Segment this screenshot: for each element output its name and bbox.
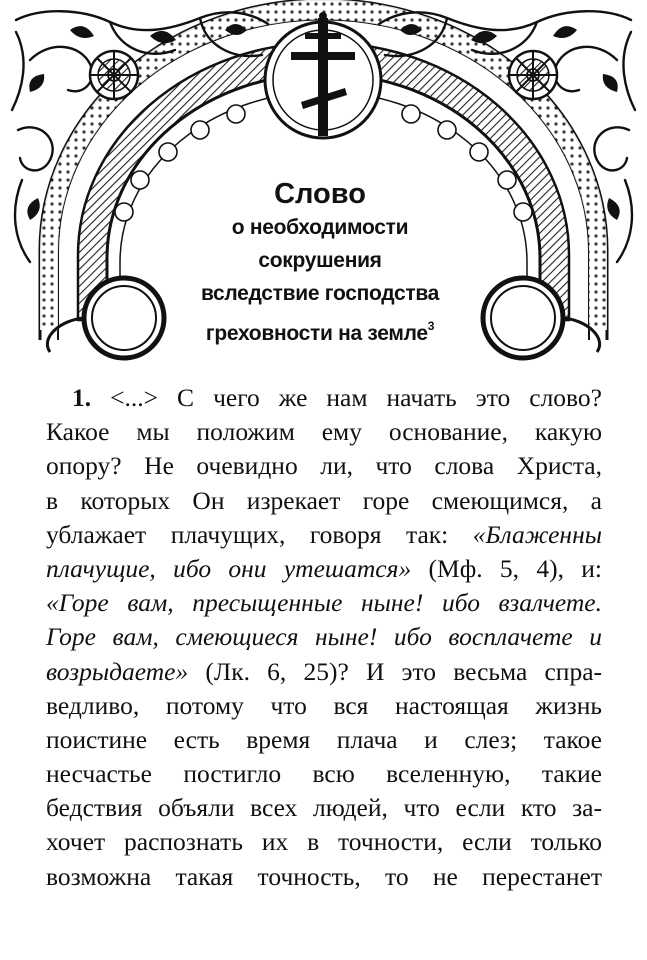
text-segment: <...> С чего же нам начать это слово? bbox=[91, 383, 602, 412]
heading-line-text: греховности на земле bbox=[205, 322, 428, 345]
rosette-icon bbox=[90, 51, 138, 99]
heading bbox=[150, 178, 490, 350]
text-line bbox=[46, 655, 602, 689]
text-line bbox=[46, 381, 602, 415]
footnote-mark: 3 bbox=[427, 319, 435, 333]
heading-line: сокрушения bbox=[258, 249, 382, 272]
text-line bbox=[46, 620, 602, 654]
text-segment: (Мф. 5, 4), и: bbox=[411, 553, 603, 583]
text-segment: опору? Не очевидно ли, что слова Христа, bbox=[46, 451, 602, 481]
medallion-ring-icon bbox=[483, 278, 600, 358]
text-segment: бедствия объяли всех людей, что если кто за- bbox=[46, 793, 602, 823]
scripture-quote: возрыдаете» bbox=[46, 656, 189, 686]
scripture-quote: «Горе вам, пресыщенные ныне! ибо взалчете. bbox=[46, 588, 602, 618]
text-segment: возможна такая точность, то не перестанет bbox=[46, 861, 602, 891]
scripture-quote: «Блаженны bbox=[472, 519, 602, 549]
text-line bbox=[46, 860, 602, 894]
heading-line: вследствие господства bbox=[200, 282, 440, 305]
text-line bbox=[46, 415, 602, 449]
text-segment: Какое мы положим ему основание, какую bbox=[46, 417, 602, 447]
medallion-ring-icon bbox=[47, 278, 164, 358]
paragraph-number: 1. bbox=[72, 383, 92, 412]
text-line bbox=[46, 791, 602, 825]
text-segment: хочет распознать их в точности, если только bbox=[46, 827, 602, 857]
heading-line: о необходимости bbox=[231, 216, 409, 239]
text-line bbox=[46, 484, 602, 518]
text-segment: поистине есть время плача и слез; такое bbox=[46, 724, 602, 754]
heading-line-last bbox=[150, 310, 490, 350]
text-segment: (Лк. 6, 25)? И это весьма спра- bbox=[188, 656, 602, 686]
text-line bbox=[46, 552, 602, 586]
paragraph-text bbox=[46, 381, 602, 894]
text-segment: в которых Он изрекает горе смеющимся, а bbox=[46, 485, 602, 515]
heading-line: Слово bbox=[274, 178, 366, 210]
text-segment: ублажает плачущих, говоря так: bbox=[46, 519, 473, 549]
text-line bbox=[46, 518, 602, 552]
text-line bbox=[46, 449, 602, 483]
text-segment: несчастье постигло всю вселенную, такие bbox=[46, 759, 602, 789]
scripture-quote: плачущие, ибо они утешатся» bbox=[46, 553, 412, 583]
text-line bbox=[46, 723, 602, 757]
text-line bbox=[46, 586, 602, 620]
text-segment: ведливо, потому что вся настоящая жизнь bbox=[46, 690, 602, 720]
text-line bbox=[46, 757, 602, 791]
scripture-quote: Горе вам, смеющиеся ныне! ибо восплачете и bbox=[46, 622, 602, 652]
rosette-icon bbox=[509, 51, 557, 99]
text-line bbox=[46, 825, 602, 859]
text-line bbox=[46, 689, 602, 723]
